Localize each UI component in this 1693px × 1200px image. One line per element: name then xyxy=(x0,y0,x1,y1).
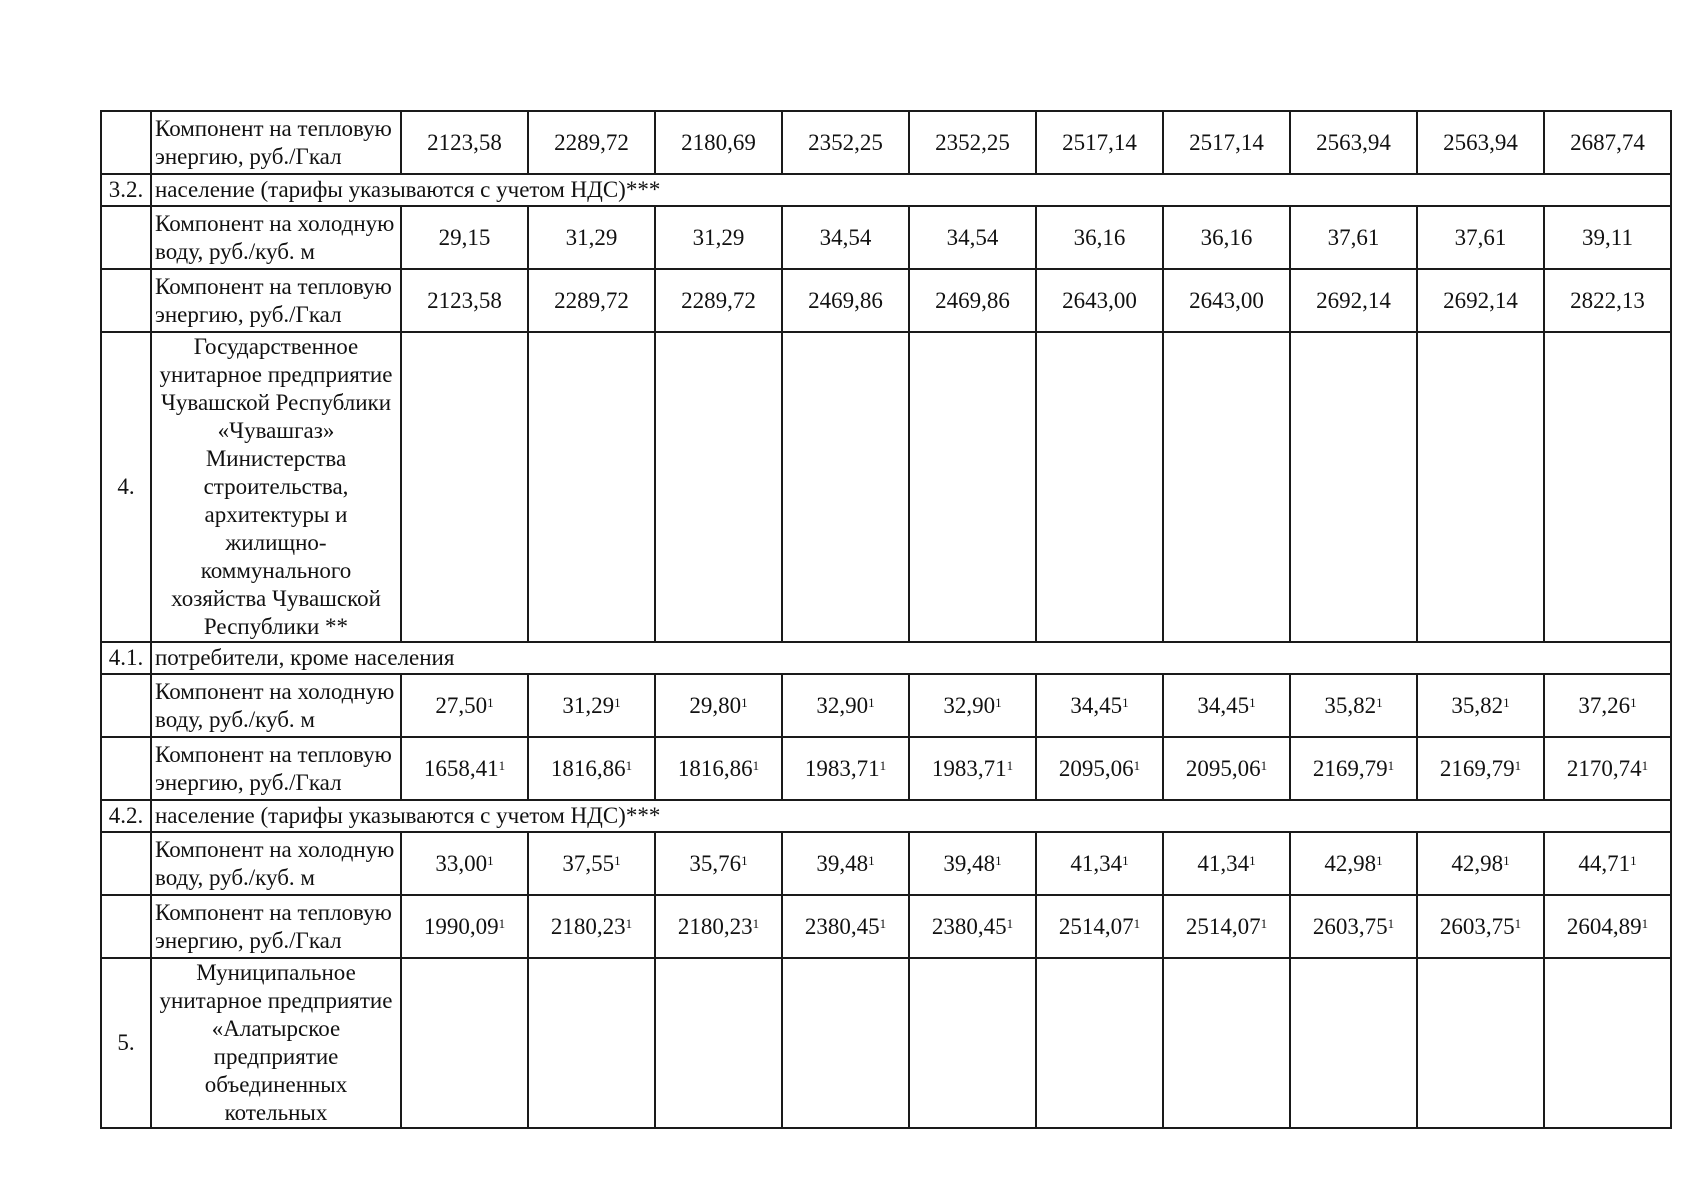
component-name: Компонент на тепловую энергию, руб./Гкал xyxy=(151,269,401,332)
value-text: 2289,72 xyxy=(554,129,629,155)
tariff-value xyxy=(909,269,1036,332)
tariff-value xyxy=(909,674,1036,737)
footnote-marker: 1 xyxy=(614,852,621,868)
footnote-marker: 1 xyxy=(1376,694,1383,710)
value-text: 2822,13 xyxy=(1570,287,1645,313)
value-text: 2603,75 xyxy=(1439,913,1515,939)
tariff-value xyxy=(1544,206,1671,269)
value-text: 31,29 xyxy=(562,692,615,718)
table-row xyxy=(101,674,1671,737)
component-name: Компонент на тепловую энергию, руб./Гкал xyxy=(151,895,401,958)
row-index xyxy=(101,206,151,269)
footnote-marker: 1 xyxy=(1006,757,1014,773)
footnote-marker: 1 xyxy=(498,757,506,773)
empty-cell xyxy=(1417,332,1544,642)
tariff-value xyxy=(401,206,528,269)
tariff-value xyxy=(528,674,655,737)
value-text: 37,55 xyxy=(562,850,615,876)
footnote-marker: 1 xyxy=(995,852,1002,868)
tariff-value xyxy=(1417,895,1544,958)
footnote-marker: 1 xyxy=(1514,915,1522,931)
row-index xyxy=(101,269,151,332)
value-text: 2170,74 xyxy=(1566,755,1642,781)
value-text: 2352,25 xyxy=(935,129,1010,155)
component-name: Компонент на холодную воду, руб./куб. м xyxy=(151,206,401,269)
footnote-marker: 1 xyxy=(487,852,494,868)
table-row xyxy=(101,174,1671,206)
table-row xyxy=(101,332,1671,642)
tariff-value xyxy=(782,832,909,895)
tariff-value xyxy=(1163,206,1290,269)
footnote-marker: 1 xyxy=(1133,757,1141,773)
footnote-marker: 1 xyxy=(1630,852,1637,868)
tariff-value xyxy=(1290,206,1417,269)
footnote-marker: 1 xyxy=(1122,694,1129,710)
tariff-value xyxy=(1290,674,1417,737)
footnote-marker: 1 xyxy=(1387,757,1395,773)
value-text: 34,45 xyxy=(1070,692,1123,718)
section-label: население (тарифы указываются с учетом НДС)*** xyxy=(151,174,1671,206)
empty-cell xyxy=(528,332,655,642)
value-text: 36,16 xyxy=(1200,224,1253,250)
value-text: 37,61 xyxy=(1454,224,1507,250)
table-row xyxy=(101,269,1671,332)
value-text: 39,48 xyxy=(816,850,869,876)
footnote-marker: 1 xyxy=(1260,915,1268,931)
footnote-marker: 1 xyxy=(752,915,760,931)
tariff-value xyxy=(528,895,655,958)
value-text: 42,98 xyxy=(1324,850,1377,876)
tariff-value xyxy=(401,111,528,174)
value-text: 2687,74 xyxy=(1570,129,1645,155)
tariff-value xyxy=(1036,832,1163,895)
tariff-table xyxy=(100,110,1672,1129)
value-text: 2514,07 xyxy=(1058,913,1134,939)
table-row xyxy=(101,642,1671,674)
empty-cell xyxy=(1163,958,1290,1128)
tariff-value xyxy=(782,895,909,958)
value-text: 1983,71 xyxy=(804,755,880,781)
tariff-value xyxy=(655,111,782,174)
footnote-marker: 1 xyxy=(487,694,494,710)
value-text: 37,61 xyxy=(1327,224,1380,250)
footnote-marker: 1 xyxy=(1630,694,1637,710)
value-text: 27,50 xyxy=(435,692,488,718)
row-index xyxy=(101,832,151,895)
value-text: 1816,86 xyxy=(677,755,753,781)
tariff-value xyxy=(1290,269,1417,332)
tariff-value xyxy=(1544,832,1671,895)
value-text: 2289,72 xyxy=(681,287,756,313)
tariff-value xyxy=(401,674,528,737)
footnote-marker: 1 xyxy=(741,694,748,710)
empty-cell xyxy=(1417,958,1544,1128)
value-text: 2517,14 xyxy=(1189,129,1264,155)
tariff-value xyxy=(1163,737,1290,800)
tariff-value xyxy=(1544,269,1671,332)
tariff-value xyxy=(655,895,782,958)
value-text: 1658,41 xyxy=(423,755,499,781)
value-text: 31,29 xyxy=(692,224,745,250)
value-text: 2123,58 xyxy=(427,129,502,155)
value-text: 35,76 xyxy=(689,850,742,876)
tariff-value xyxy=(782,111,909,174)
tariff-value xyxy=(1163,895,1290,958)
value-text: 34,54 xyxy=(946,224,999,250)
tariff-value xyxy=(909,895,1036,958)
organization-name: Государственное унитарное предприятие Чувашской Республики «Чувашгаз» Министерства строительства, архитектуры и жилищно-коммунального хозяйства Чувашской Республики ** xyxy=(151,332,401,642)
row-index: 5. xyxy=(101,958,151,1128)
tariff-value xyxy=(1290,832,1417,895)
tariff-value xyxy=(1036,111,1163,174)
tariff-value xyxy=(1417,111,1544,174)
empty-cell xyxy=(1290,958,1417,1128)
footnote-marker: 1 xyxy=(1514,757,1522,773)
value-text: 2469,86 xyxy=(935,287,1010,313)
table-row xyxy=(101,111,1671,174)
tariff-value xyxy=(401,832,528,895)
tariff-value xyxy=(1417,832,1544,895)
footnote-marker: 1 xyxy=(1260,757,1268,773)
value-text: 2095,06 xyxy=(1058,755,1134,781)
tariff-value xyxy=(1417,269,1544,332)
tariff-value xyxy=(1544,111,1671,174)
value-text: 1816,86 xyxy=(550,755,626,781)
empty-cell xyxy=(1163,332,1290,642)
footnote-marker: 1 xyxy=(1376,852,1383,868)
value-text: 2289,72 xyxy=(554,287,629,313)
value-text: 2603,75 xyxy=(1312,913,1388,939)
tariff-value xyxy=(1290,111,1417,174)
tariff-value xyxy=(1290,895,1417,958)
footnote-marker: 1 xyxy=(1503,852,1510,868)
value-text: 2517,14 xyxy=(1062,129,1137,155)
value-text: 2563,94 xyxy=(1443,129,1518,155)
tariff-value xyxy=(401,895,528,958)
empty-cell xyxy=(1544,332,1671,642)
value-text: 35,82 xyxy=(1324,692,1377,718)
value-text: 35,82 xyxy=(1451,692,1504,718)
row-index: 4.1. xyxy=(101,642,151,674)
value-text: 37,26 xyxy=(1578,692,1631,718)
value-text: 2169,79 xyxy=(1312,755,1388,781)
section-label: население (тарифы указываются с учетом НДС)*** xyxy=(151,800,1671,832)
row-index: 4.2. xyxy=(101,800,151,832)
value-text: 29,15 xyxy=(438,224,491,250)
tariff-value xyxy=(528,111,655,174)
value-text: 2380,45 xyxy=(804,913,880,939)
footnote-marker: 1 xyxy=(1503,694,1510,710)
value-text: 32,90 xyxy=(816,692,869,718)
value-text: 2180,69 xyxy=(681,129,756,155)
tariff-value xyxy=(1036,737,1163,800)
value-text: 2352,25 xyxy=(808,129,883,155)
value-text: 2169,79 xyxy=(1439,755,1515,781)
footnote-marker: 1 xyxy=(741,852,748,868)
tariff-value xyxy=(1036,895,1163,958)
tariff-value xyxy=(1544,674,1671,737)
value-text: 39,11 xyxy=(1582,224,1633,250)
row-index: 4. xyxy=(101,332,151,642)
footnote-marker: 1 xyxy=(1133,915,1141,931)
tariff-value xyxy=(782,206,909,269)
empty-cell xyxy=(1544,958,1671,1128)
value-text: 2604,89 xyxy=(1566,913,1642,939)
table-row xyxy=(101,958,1671,1128)
component-name: Компонент на тепловую энергию, руб./Гкал xyxy=(151,737,401,800)
value-text: 2180,23 xyxy=(677,913,753,939)
empty-cell xyxy=(1036,958,1163,1128)
tariff-value xyxy=(1290,737,1417,800)
tariff-value xyxy=(655,206,782,269)
component-name: Компонент на холодную воду, руб./куб. м xyxy=(151,674,401,737)
value-text: 2095,06 xyxy=(1185,755,1261,781)
value-text: 41,34 xyxy=(1070,850,1123,876)
empty-cell xyxy=(782,332,909,642)
tariff-value xyxy=(782,674,909,737)
value-text: 2514,07 xyxy=(1185,913,1261,939)
footnote-marker: 1 xyxy=(1006,915,1014,931)
footnote-marker: 1 xyxy=(1122,852,1129,868)
empty-cell xyxy=(401,958,528,1128)
component-name: Компонент на тепловую энергию, руб./Гкал xyxy=(151,111,401,174)
row-index xyxy=(101,737,151,800)
empty-cell xyxy=(909,332,1036,642)
footnote-marker: 1 xyxy=(1387,915,1395,931)
value-text: 36,16 xyxy=(1073,224,1126,250)
value-text: 2643,00 xyxy=(1189,287,1264,313)
empty-cell xyxy=(655,958,782,1128)
row-index xyxy=(101,674,151,737)
empty-cell xyxy=(655,332,782,642)
tariff-value xyxy=(1417,206,1544,269)
tariff-value xyxy=(1163,832,1290,895)
table-row xyxy=(101,895,1671,958)
footnote-marker: 1 xyxy=(1249,852,1256,868)
value-text: 1990,09 xyxy=(423,913,499,939)
tariff-value xyxy=(528,269,655,332)
footnote-marker: 1 xyxy=(879,757,887,773)
value-text: 42,98 xyxy=(1451,850,1504,876)
value-text: 41,34 xyxy=(1197,850,1250,876)
empty-cell xyxy=(909,958,1036,1128)
value-text: 34,45 xyxy=(1197,692,1250,718)
value-text: 33,00 xyxy=(435,850,488,876)
tariff-value xyxy=(909,832,1036,895)
tariff-value xyxy=(1163,111,1290,174)
value-text: 2380,45 xyxy=(931,913,1007,939)
value-text: 32,90 xyxy=(943,692,996,718)
value-text: 2692,14 xyxy=(1316,287,1391,313)
organization-name: Муниципальное унитарное предприятие «Алатырское предприятие объединенных котельных xyxy=(151,958,401,1128)
tariff-value xyxy=(909,111,1036,174)
tariff-value xyxy=(655,832,782,895)
empty-cell xyxy=(528,958,655,1128)
tariff-value xyxy=(1163,269,1290,332)
tariff-value xyxy=(528,737,655,800)
tariff-value xyxy=(1036,206,1163,269)
tariff-value xyxy=(655,737,782,800)
component-name: Компонент на холодную воду, руб./куб. м xyxy=(151,832,401,895)
value-text: 39,48 xyxy=(943,850,996,876)
value-text: 34,54 xyxy=(819,224,872,250)
footnote-marker: 1 xyxy=(625,757,633,773)
tariff-value xyxy=(1036,269,1163,332)
tariff-value xyxy=(782,737,909,800)
footnote-marker: 1 xyxy=(868,852,875,868)
table-row xyxy=(101,206,1671,269)
table-row xyxy=(101,737,1671,800)
value-text: 2692,14 xyxy=(1443,287,1518,313)
empty-cell xyxy=(1036,332,1163,642)
footnote-marker: 1 xyxy=(879,915,887,931)
tariff-value xyxy=(1544,737,1671,800)
table-row xyxy=(101,800,1671,832)
section-label: потребители, кроме населения xyxy=(151,642,1671,674)
row-index xyxy=(101,111,151,174)
footnote-marker: 1 xyxy=(1641,757,1649,773)
tariff-value xyxy=(1544,895,1671,958)
tariff-value xyxy=(782,269,909,332)
tariff-value xyxy=(655,269,782,332)
tariff-value xyxy=(909,737,1036,800)
tariff-value xyxy=(1417,737,1544,800)
empty-cell xyxy=(782,958,909,1128)
value-text: 2469,86 xyxy=(808,287,883,313)
tariff-value xyxy=(528,832,655,895)
tariff-value xyxy=(1417,674,1544,737)
value-text: 31,29 xyxy=(565,224,618,250)
empty-cell xyxy=(401,332,528,642)
empty-cell xyxy=(1290,332,1417,642)
footnote-marker: 1 xyxy=(614,694,621,710)
footnote-marker: 1 xyxy=(1249,694,1256,710)
footnote-marker: 1 xyxy=(625,915,633,931)
value-text: 29,80 xyxy=(689,692,742,718)
tariff-value xyxy=(655,674,782,737)
footnote-marker: 1 xyxy=(1641,915,1649,931)
tariff-value xyxy=(528,206,655,269)
row-index xyxy=(101,895,151,958)
table-row xyxy=(101,832,1671,895)
tariff-value xyxy=(1036,674,1163,737)
tariff-table-body xyxy=(101,111,1671,1128)
tariff-value xyxy=(1163,674,1290,737)
value-text: 44,71 xyxy=(1578,850,1631,876)
footnote-marker: 1 xyxy=(752,757,760,773)
value-text: 2643,00 xyxy=(1062,287,1137,313)
row-index: 3.2. xyxy=(101,174,151,206)
tariff-value xyxy=(401,737,528,800)
footnote-marker: 1 xyxy=(498,915,506,931)
value-text: 2180,23 xyxy=(550,913,626,939)
value-text: 2123,58 xyxy=(427,287,502,313)
footnote-marker: 1 xyxy=(868,694,875,710)
value-text: 2563,94 xyxy=(1316,129,1391,155)
footnote-marker: 1 xyxy=(995,694,1002,710)
tariff-value xyxy=(401,269,528,332)
value-text: 1983,71 xyxy=(931,755,1007,781)
tariff-value xyxy=(909,206,1036,269)
